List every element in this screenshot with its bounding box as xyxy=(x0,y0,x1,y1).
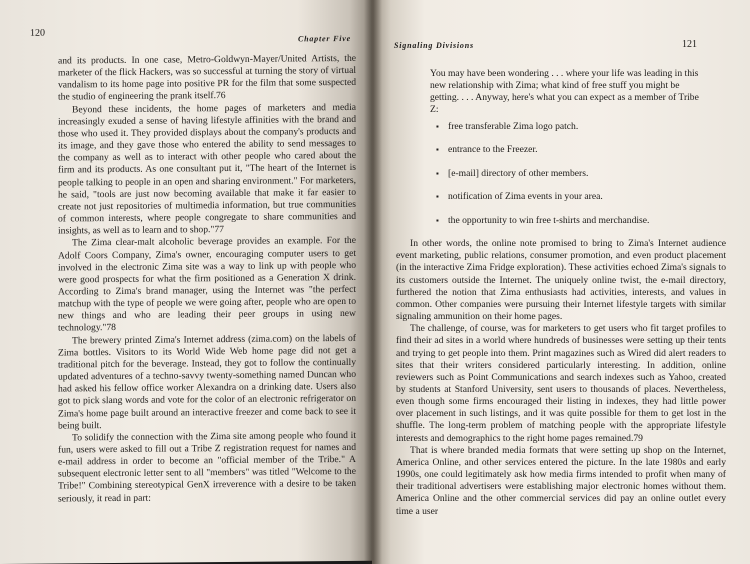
block-quote xyxy=(396,68,726,227)
right-paragraph-3: That is where branded media formats that were setting up shop on the Internet, America Online, and other services entered the picture. In the late 1980s and early 1990s, one could legitimately ask how media firms intended to profit when many of their traditional advertisers were establishing major electronic homes without them. America Online and the other commercial services did pay an online outlet every time a user xyxy=(396,444,726,517)
left-paragraph-1: and its products. In one case, Metro-Goldwyn-Mayer/United Artists, the marketer of the flick Hackers, was so successful at turning the story of virtual vandalism to its home page into positive PR for the film that some suspected the studio of engineering the prank itself.76 xyxy=(58,52,356,103)
left-paragraph-2: Beyond these incidents, the home pages of marketers and media increasingly exuded a sense of having lifestyle affinities with the brand and those who used it. They provided displays about the company's products and its image, and they gave those who entered the ability to send messages to the company as well as to interact with other people who cared about the firm and its products. As one consultant put it, "The heart of the Internet is people talking to people in an open and sharing environment." For marketers, he said, "tools are just now becoming available that make it far easier to create not just repositories of multimedia information, but true communities of common interests, where people congregate to share communities and insights, as well as to learn and to shop."77 xyxy=(58,101,356,237)
left-page xyxy=(0,0,372,564)
left-page-number: 120 xyxy=(30,27,45,39)
left-paragraph-3: The Zima clear-malt alcoholic beverage provides an example. For the Adolf Coors Company, Zima's owner, encouraging computer users to get involved in the electronic Zima site was a way to link up with people who were good prospects for what the firm positioned as a Generation X drink. According to Zima's brand manager, using the Internet was "the perfect matchup with the type of people we were going after, people who are open to new things and who are leading their peer groups in using new technology."78 xyxy=(58,235,356,334)
benefit-item: ▪ entrance to the Freezer. xyxy=(448,144,702,156)
right-paragraph-1: In other words, the online note promised to bring to Zima's Internet audience event marketing, public relations, consumer promotion, and even product placement (in the interactive Zima Fridge exploration). These activities echoed Zima's signals to its customers outside the Internet. The uniquely online twist, the e-mail directory, furthered the notion that Zima enthusiasts had activities, interests, and values in common. Other companies were pursuing their Internet lifestyle targets with similar signaling ammunition on their home pages. xyxy=(396,238,726,323)
right-page-number: 121 xyxy=(682,39,697,50)
left-paragraph-5: To solidify the connection with the Zima site among people who found it fun, users were asked to fill out a Tribe Z registration request for names and e-mail address in order to become an "official member of the Tribe." A subsequent electronic letter sent to all "members" was titled "Welcome to the Tribe!" Combining stereotypical GenX irreverence with a desire to be taken seriously, it read in part: xyxy=(58,429,356,505)
right-paragraph-2: The challenge, of course, was for marketers to get users who fit target profiles to find their ad sites in a world where hundreds of businesses were setting up their tents and trying to get people into them. Print magazines such as Wired did alert readers to sites that their writers considered particularly interesting. In addition, online reviewers such as Point Communications and search indexes such as Yahoo, created by students at Stanford University, sent users to thousands of places. Nevertheless, even though some firms encouraged their listing in indexes, they had little power over placement in such listings, and it was quite possible for them to get lost in the shuffle. The long-term problem of matching people with the appropriate lifestyle interests and demographics to the right home pages remained.79 xyxy=(396,323,726,444)
left-paragraph-4: The brewery printed Zima's Internet address (zima.com) on the labels of Zima bottles. Visitors to its World Wide Web home page did not get a traditional pitch for the beverage. Instead, they got to follow the continually updated adventures of a techno-savvy twenty-something named Duncan who had asked his fellow office worker Alexandra on a drinking date. Users also got to pick slang words and vote for the color of an electronic refrigerator on Zima's home page built around an interactive freezer and come back to see it being built. xyxy=(58,332,356,432)
benefit-item: ▪ free transferable Zima logo patch. xyxy=(448,121,702,133)
benefit-item: ▪ the opportunity to win free t-shirts and merchandise. xyxy=(448,215,702,227)
left-running-head: Chapter Five xyxy=(298,33,351,44)
benefit-item: ▪ notification of Zima events in your area. xyxy=(448,191,702,203)
benefit-item: ▪ [e-mail] directory of other members. xyxy=(448,168,702,180)
tribe-z-quote: You may have been wondering . . . where your life was leading in this new relationship with Zima; what kind of free stuff you might be getting. . . . Anyway, here's what you can expect as a member of Tribe Z: xyxy=(430,68,699,116)
book-spine-shadow xyxy=(364,0,382,564)
right-running-head: Signaling Divisions xyxy=(394,41,474,50)
left-body-text xyxy=(58,53,356,505)
tribe-z-benefits-list xyxy=(430,121,702,227)
right-page xyxy=(372,0,750,564)
right-body-text xyxy=(396,68,726,518)
